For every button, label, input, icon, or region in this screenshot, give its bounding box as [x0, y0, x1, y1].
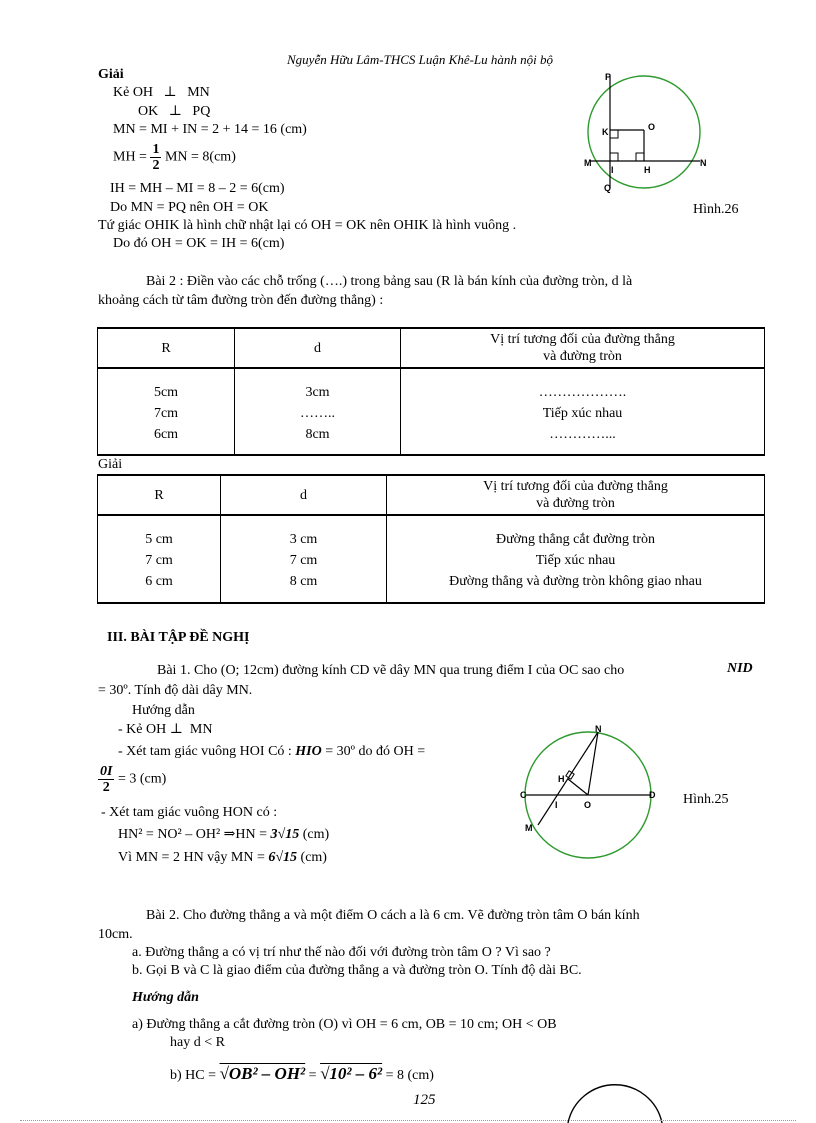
hint-title: Hướng dẫn [132, 990, 199, 1005]
label-h: H [644, 165, 651, 175]
sqrt-expression: √10² – 6² [320, 1064, 383, 1083]
table-row: 6cm 8cm …………... [98, 427, 765, 455]
figure-25-diagram [515, 725, 665, 865]
solution-line: Kẻ OH ⊥ MN [113, 85, 210, 100]
exercise-table [97, 327, 765, 456]
table-header-position: Vị trí tương đối của đường thẳng và đường tròn [387, 475, 765, 515]
label-p: P [605, 72, 612, 82]
hint-line: $\frac{0I}{2}$ = 3 (cm) [100, 764, 167, 795]
exercise-text: Bài 1. Cho (O; 12cm) đường kính CD vẽ dây MN qua trung điểm I của OC sao cho [157, 663, 625, 678]
label-i: I [555, 800, 558, 810]
solution-title: Giải [98, 457, 123, 472]
hint-line: a) Đường thẳng a cắt đường tròn (O) vì OH = 6 cm, OB = 10 cm; OH < OB [132, 1017, 557, 1032]
label-m: M [584, 158, 592, 168]
label-h: H [558, 774, 565, 784]
label-k: K [602, 127, 609, 137]
label-o: O [648, 122, 656, 132]
solution-line: MH = $\frac{1}{2}$ MN = 8(cm) [113, 142, 236, 173]
table-row: 6 cm 8 cm Đường thẳng và đường tròn không giao nhau [98, 574, 765, 603]
exercise-text: a. Đường thẳng a có vị trí như thế nào đối với đường tròn tâm O ? Vì sao ? [132, 945, 551, 960]
figure-partial-circle [560, 1072, 670, 1123]
table-header-d: d [221, 475, 387, 515]
hint-title: Hướng dẫn [132, 703, 195, 718]
label-q: Q [604, 183, 612, 193]
hint-line: - Xét tam giác vuông HON có : [101, 805, 278, 820]
hint-line: - Xét tam giác vuông HOI Có : HIO = 30º do đó OH = [118, 744, 426, 759]
exercise-text: Bài 2 : Điền vào các chỗ trống (….) trong bảng sau (R là bán kính của đường tròn, d là [146, 274, 633, 289]
table-row: 5cm 3cm ………………. [98, 368, 765, 401]
hint-line: HN² = NO² – OH² ⇒HN = 3√15 (cm) [118, 827, 330, 842]
figure-25-caption: Hình.25 [683, 792, 729, 807]
perpendicular-symbol: ⊥ [163, 85, 177, 100]
hint-line: Vì MN = 2 HN vậy MN = 6√15 (cm) [118, 850, 327, 865]
table-row: 7cm …….. Tiếp xúc nhau [98, 401, 765, 427]
solution-line: IH = MH – MI = 8 – 2 = 6(cm) [110, 181, 285, 196]
exercise-text: b. Gọi B và C là giao điểm của đường thẳng a và đường tròn O. Tính độ dài BC. [132, 963, 582, 978]
exercise-text: 10cm. [98, 927, 133, 942]
label-c: C [520, 790, 527, 800]
solution-line: Do đó OH = OK = IH = 6(cm) [113, 236, 285, 251]
fraction: $\frac{1}{2}$ [152, 142, 160, 173]
solution-line: OK ⊥ PQ [138, 104, 211, 119]
label-n: N [595, 725, 602, 734]
label-o: O [584, 800, 592, 810]
exercise-text: Bài 2. Cho đường thẳng a và một điểm O cách a là 6 cm. Vẽ đường tròn tâm O bán kính [146, 908, 640, 923]
footer-divider [20, 1120, 796, 1121]
table-header-d: d [235, 328, 401, 368]
label-m: M [525, 823, 533, 833]
figure-26-caption: Hình.26 [693, 202, 739, 217]
table-header-r: R [98, 328, 235, 368]
exercise-text: = 30º. Tính độ dài dây MN. [98, 683, 253, 698]
label-i: I [611, 165, 614, 175]
label-d: D [649, 790, 656, 800]
perpendicular-symbol: ⊥ [169, 722, 183, 737]
solution-line: Do MN = PQ nên OH = OK [110, 200, 269, 215]
exercise-text: khoảng cách từ tâm đường tròn đến đường thẳng) : [98, 293, 384, 308]
label-n: N [700, 158, 707, 168]
figure-26-diagram [580, 68, 710, 198]
solution-line: MN = MI + IN = 2 + 14 = 16 (cm) [113, 122, 307, 137]
table-row: 7 cm 7 cm Tiếp xúc nhau [98, 548, 765, 574]
table-header-position: Vị trí tương đối của đường thẳng và đường tròn [401, 328, 765, 368]
table-header-r: R [98, 475, 221, 515]
fraction: $\frac{0I}{2}$ [100, 764, 113, 795]
table-row: 5 cm 3 cm Đường thẳng cắt đường tròn [98, 515, 765, 548]
answer-table [97, 474, 765, 604]
hint-line: hay d < R [170, 1035, 225, 1050]
hint-line: - Kẻ OH ⊥ MN [118, 722, 213, 737]
section-heading: III. BÀI TẬP ĐỀ NGHỊ [107, 630, 250, 645]
sqrt-expression: √OB² – OH² [219, 1064, 306, 1083]
angle-symbol: NID [727, 661, 753, 676]
solution-title: Giải [98, 67, 124, 82]
solution-line: Tứ giác OHIK là hình chữ nhật lại có OH = OK nên OHIK là hình vuông . [98, 218, 517, 233]
hint-line: b) HC = √OB² – OH² = √10² – 6² = 8 (cm) [170, 1064, 434, 1083]
perpendicular-symbol: ⊥ [168, 104, 182, 119]
angle-symbol: HIO [295, 744, 322, 759]
page-number: 125 [413, 1092, 436, 1108]
page-header: Nguyễn Hữu Lâm-THCS Luận Khê-Lu hành nội bộ [287, 52, 554, 67]
